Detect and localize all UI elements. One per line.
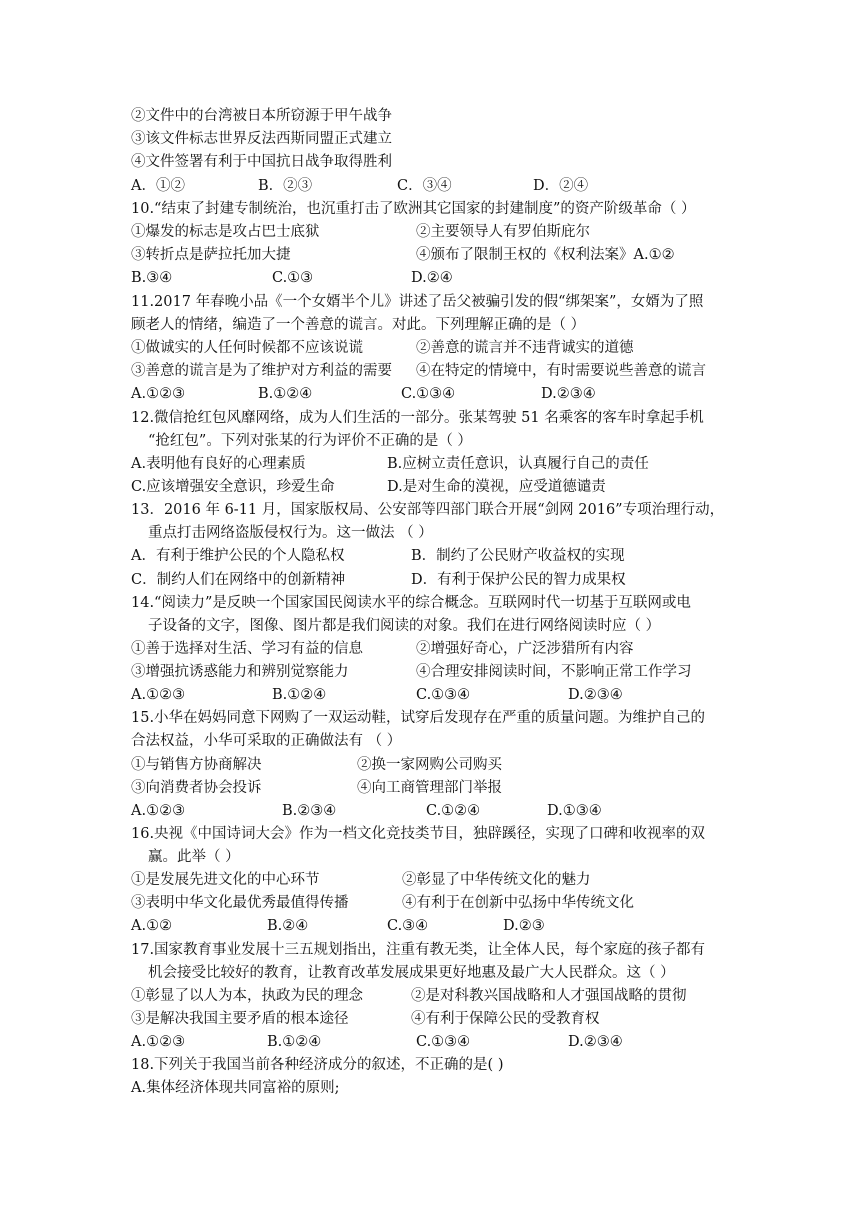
question-text: 合法权益，小华可采取的正确做法有 （ ） [131,733,402,749]
statement-option: ③善意的谎言是为了维护对方利益的需要 [131,363,392,379]
answer-choice: C．③④ [397,178,452,194]
statement-option: ②善意的谎言并不违背诚实的道德 [416,340,634,356]
answer-choice: A.①②③ [131,803,186,819]
statement-option: ①与销售方协商解决 [131,757,262,773]
answer-choice: D.是对生命的漠视，应受道德谴责 [387,479,606,495]
answer-choice: A.表明他有良好的心理素质 [131,456,306,472]
answer-choice: D．②④ [533,178,589,194]
answer-choice: B．②③ [258,178,313,194]
answer-choice: B.①②④ [272,687,327,703]
answer-choice: C.①②④ [426,803,481,819]
statement-option: ③是解决我国主要矛盾的根本途径 [131,1011,349,1027]
statement-option: ②是对科教兴国战略和人才强国战略的贯彻 [411,988,687,1004]
statement-option: ④颁布了限制王权的《权利法案》A.①② [416,247,675,263]
statement-option: ②彰显了中华传统文化的魅力 [402,872,591,888]
answer-choice: C.①③④ [401,386,456,402]
answer-choice: B.②④ [267,918,309,934]
answer-choice: C．制约人们在网络中的创新精神 [131,572,346,588]
answer-choice: D.②③④ [541,386,596,402]
question-text: 子设备的文字，图像、图片都是我们阅读的对象。我们在进行网络阅读时应（ ） [148,618,661,634]
answer-choice: C.①③ [272,270,314,286]
answer-choice: D.②④ [411,270,453,286]
answer-choice: A.①②③ [131,1034,186,1050]
statement-option: ②增强好奇心，广泛涉猎所有内容 [416,641,634,657]
answer-choice: D.②③④ [568,1034,623,1050]
answer-choice: B.①②④ [258,386,313,402]
answer-choice: A．①② [131,178,185,194]
answer-choice: B.①②④ [267,1034,322,1050]
question-text: 14.“阅读力”是反映一个国家国民阅读水平的综合概念。互联网时代一切基于互联网或电 [131,595,691,611]
question-text: 13．2016 年 6-11 月，国家版权局、公安部等四部门联合开展“剑网 2016”专项治理行动， [131,502,725,518]
answer-choice: B.③④ [131,270,173,286]
question-text: 17.国家教育事业发展十三五规划指出，注重有教无类，让全体人民，每个家庭的孩子都有 [131,942,706,958]
statement-option: ③增强抗诱惑能力和辨别觉察能力 [131,664,349,680]
statement-option: ②主要领导人有罗伯斯庇尔 [416,224,590,240]
question-text: 12.微信抢红包风靡网络，成为人们生活的一部分。张某驾驶 51 名乘客的客车时拿起手机 [131,410,704,426]
answer-choice: D.②③ [503,918,545,934]
answer-choice: C.③④ [387,918,429,934]
statement-option: ③向消费者协会投诉 [131,780,262,796]
question-text: 10.“结束了封建专制统治，也沉重打击了欧洲其它国家的封建制度”的资产阶级革命（ ） [131,201,696,217]
answer-choice: A．有利于维护公民的个人隐私权 [131,548,345,564]
statement-option: ④有利于在创新中弘扬中华传统文化 [402,895,634,911]
question-text: 15.小华在妈妈同意下网购了一双运动鞋，试穿后发现存在严重的质量问题。为维护自己的 [131,710,706,726]
question-text: 重点打击网络盗版侵权行为。这一做法 （ ） [148,525,433,541]
statement-option: ①爆发的标志是攻占巴士底狱 [131,224,320,240]
statement-option: ④向工商管理部门举报 [357,780,502,796]
statement-option: ②换一家网购公司购买 [357,757,502,773]
statement-option: ④合理安排阅读时间，不影响正常工作学习 [416,664,692,680]
answer-choice: A.集体经济体现共同富裕的原则; [131,1080,340,1096]
statement-option: ①做诚实的人任何时候都不应该说谎 [131,340,363,356]
question-text: 赢。此举（ ） [148,849,240,865]
text-line: ③该文件标志世界反法西斯同盟正式建立 [131,131,392,147]
statement-option: ④有利于保障公民的受教育权 [411,1011,600,1027]
answer-choice: D.②③④ [568,687,623,703]
text-line: ②文件中的台湾被日本所窃源于甲午战争 [131,108,392,124]
question-text: 16.央视《中国诗词大会》作为一档文化竞技类节目，独辟蹊径，实现了口碑和收视率的双 [131,826,706,842]
answer-choice: B．制约了公民财产收益权的实现 [411,548,625,564]
question-text: “抢红包”。下列对张某的行为评价不正确的是（ ） [148,433,472,449]
statement-option: ③转折点是萨拉托加大捷 [131,247,291,263]
answer-choice: C.应该增强安全意识，珍爱生命 [131,479,335,495]
statement-option: ④在特定的情境中，有时需要说些善意的谎言 [416,363,706,379]
answer-choice: B.②③④ [282,803,337,819]
text-line: ④文件签署有利于中国抗日战争取得胜利 [131,154,392,170]
statement-option: ③表明中华文化最优秀最值得传播 [131,895,349,911]
answer-choice: C.①③④ [416,1034,471,1050]
question-text: 机会接受比较好的教育，让教育改革发展成果更好地惠及最广大人民群众。这（ ） [148,965,675,981]
question-text: 顾老人的情绪，编造了一个善意的谎言。对此。下列理解正确的是（ ） [131,317,586,333]
question-text: 18.下列关于我国当前各种经济成分的叙述，不正确的是( ) [131,1057,504,1073]
answer-choice: A.①② [131,918,173,934]
answer-choice: A.①②③ [131,687,186,703]
statement-option: ①是发展先进文化的中心环节 [131,872,320,888]
answer-choice: D．有利于保护公民的智力成果权 [411,572,626,588]
answer-choice: D.①③④ [547,803,602,819]
statement-option: ①彰显了以人为本，执政为民的理念 [131,988,363,1004]
answer-choice: A.①②③ [131,386,186,402]
answer-choice: B.应树立责任意识，认真履行自己的责任 [387,456,649,472]
statement-option: ①善于选择对生活、学习有益的信息 [131,641,363,657]
answer-choice: C.①③④ [416,687,471,703]
question-text: 11.2017 年春晚小品《一个女婿半个儿》讲述了岳父被骗引发的假“绑架案”，女婿为了照 [131,294,704,310]
